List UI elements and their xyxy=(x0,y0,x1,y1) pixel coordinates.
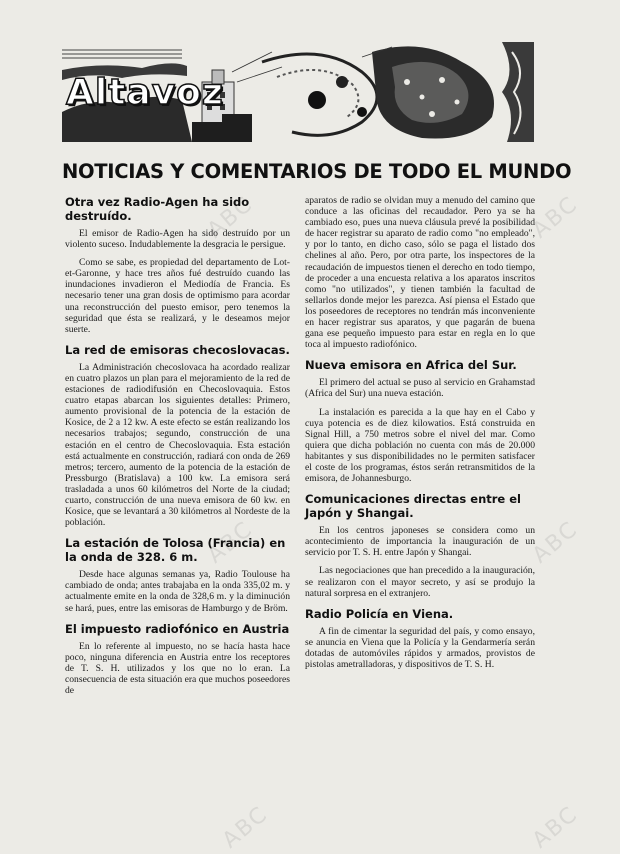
article xyxy=(65,536,290,613)
article-paragraph: El emisor de Radio-Agen ha sido destruído por un violento suceso. Indudablemente la desgracia le persigue. xyxy=(65,228,290,251)
left-column xyxy=(65,195,290,703)
article-title: La estación de Tolosa (Francia) en la onda de 328. 6 m. xyxy=(65,536,286,565)
article xyxy=(305,492,535,599)
article xyxy=(65,195,290,335)
article-title: Otra vez Radio-Agen ha sido destruído. xyxy=(65,195,250,223)
article-paragraph: La instalación es parecida a la que hay en el Cabo y cuya potencia es de diez kilowatios. Está construida en Signal Hill, a 750 metros sobre el nivel del mar. Como quiera que dicha población no cuenta con más de 20.000 habitantes y sus disponibilidades no le permiten satisfacer el coste de los programas, éstos serán retransmitidos de la emisora, de Johannesburgo. xyxy=(305,406,535,485)
article-paragraph: La Administración checoslovaca ha acordado realizar en cuatro plazos un plan para el mejoramiento de la red de estaciones de radiodifusión en Checoslovaquia. Estos cuatro etapas abarcan los siguientes detalles: Primero, aumento provisional de la potencia de la estación de Kosice, de 2 a 12 kw. A este efecto se están realizando los necesarios trabajos; segundo, construcción de una estación en el centro de Checoslovaquia. Esta estación está actualmente en construcción, radiará con onda de 269 metros; tercero, aumento de la potencia de la estación de Pressburgo (Bratislava) a 100 kw. La emisora será trasladada a unos 60 kilómetros del Norte de la ciudad; cuarto, construcción de una nueva emisora de 60 kw. en Kosice, que se levantará a 30 kilómetros al Nordeste de la población. xyxy=(65,361,290,529)
watermark: ABC xyxy=(527,801,584,854)
article-paragraph: En los centros japoneses se considera como un acontecimiento de importancia la inauguración de un servicio por T. S. H. entre Japón y Shangai. xyxy=(305,525,535,559)
article-title: Comunicaciones directas entre el Japón y Shangai. xyxy=(305,492,521,521)
watermark: ABC xyxy=(527,191,584,244)
watermark: ABC xyxy=(217,801,274,854)
banner-title: Altavoz xyxy=(66,72,224,113)
article-paragraph: Como se sabe, es propiedad del departamento de Lot-et-Garonne, y hace tres años fué destruído cuando las inundaciones invadieron el Mediodía de Francia. Es necesario tener una gran dosis de optimismo para acordar una reconstrucción del puesto emisor, pero tenemos la seguridad que ésta se realizará, y le deseamos mejor suerte. xyxy=(65,257,290,335)
article xyxy=(305,358,535,484)
watermark: ABC xyxy=(202,516,259,569)
watermark: ABC xyxy=(527,516,584,569)
header-banner xyxy=(62,42,534,142)
article-paragraph: aparatos de radio se olvidan muy a menudo del camino que conduce a las oficinas del recaudador. Pero ya se ha cambiado eso, pues una nueva cláusula prevé la posibilidad de hacer registrar su aparato de radio como "no empleado", y por lo tanto, en dicho caso, sólo se paga el listado dos chelines al año. Pero, por otra parte, los inspectores de la recaudación de impuestos tienen el derecho en todo tiempo, de proceder a una encuesta relativa a los aparatos inscritos como "no utilizados", y tienen también la facultad de sellarlos donde mejor les parezca. Así piensa el Estado que los poseedores de receptores no tendrán más inconveniente en hacer registrar sus aparatos, y que pagarán de buena gana ese pequeño impuesto para estar en regla en lo que toca al impuesto radiofónico. xyxy=(305,195,535,351)
article-title: El impuesto radiofónico en Austria xyxy=(65,621,290,636)
article-title: Radio Policía en Viena. xyxy=(305,606,454,621)
article-title: La red de emisoras checoslovacas. xyxy=(65,342,290,357)
page-headline: NOTICIAS Y COMENTARIOS DE TODO EL MUNDO xyxy=(62,160,572,183)
watermark: ABC xyxy=(202,191,259,244)
article-paragraph: Desde hace algunas semanas ya, Radio Toulouse ha cambiado de onda; antes trabajaba en la onda 335,02 m. y actualmente emite en la onda de 328,6 m. y la diminución se hará, pues, entre las emisoras de Hamburgo y de Bröm. xyxy=(65,569,290,614)
article xyxy=(65,622,290,696)
article-paragraph: Las negociaciones que han precedido a la inauguración, se realizaron con el mayor secreto, y así se produjo la natural sorpresa en el extranjero. xyxy=(305,565,535,599)
article-paragraph: A fin de cimentar la seguridad del país, y como ensayo, se anuncia en Viena que la Policía y la Gendarmería serán dotadas de automóviles rápidos y armados, provistos de pistolas ametralladoras, y dispositivos de T. S. H. xyxy=(305,625,535,670)
article-continuation xyxy=(305,195,535,350)
article xyxy=(305,607,535,670)
article xyxy=(65,343,290,528)
right-column xyxy=(305,195,535,677)
article-paragraph: El primero del actual se puso al servicio en Grahamstad (Africa del Sur) una nueva estación. xyxy=(305,377,535,400)
article-paragraph: En lo referente al impuesto, no se hacía hasta hace poco, ninguna diferencia en Austria entre los receptores de T. S. H. utilizados y los que no lo eran. La consecuencia de esta situación era que muchos poseedores de xyxy=(65,640,290,696)
article-title: Nueva emisora en Africa del Sur. xyxy=(305,358,517,373)
